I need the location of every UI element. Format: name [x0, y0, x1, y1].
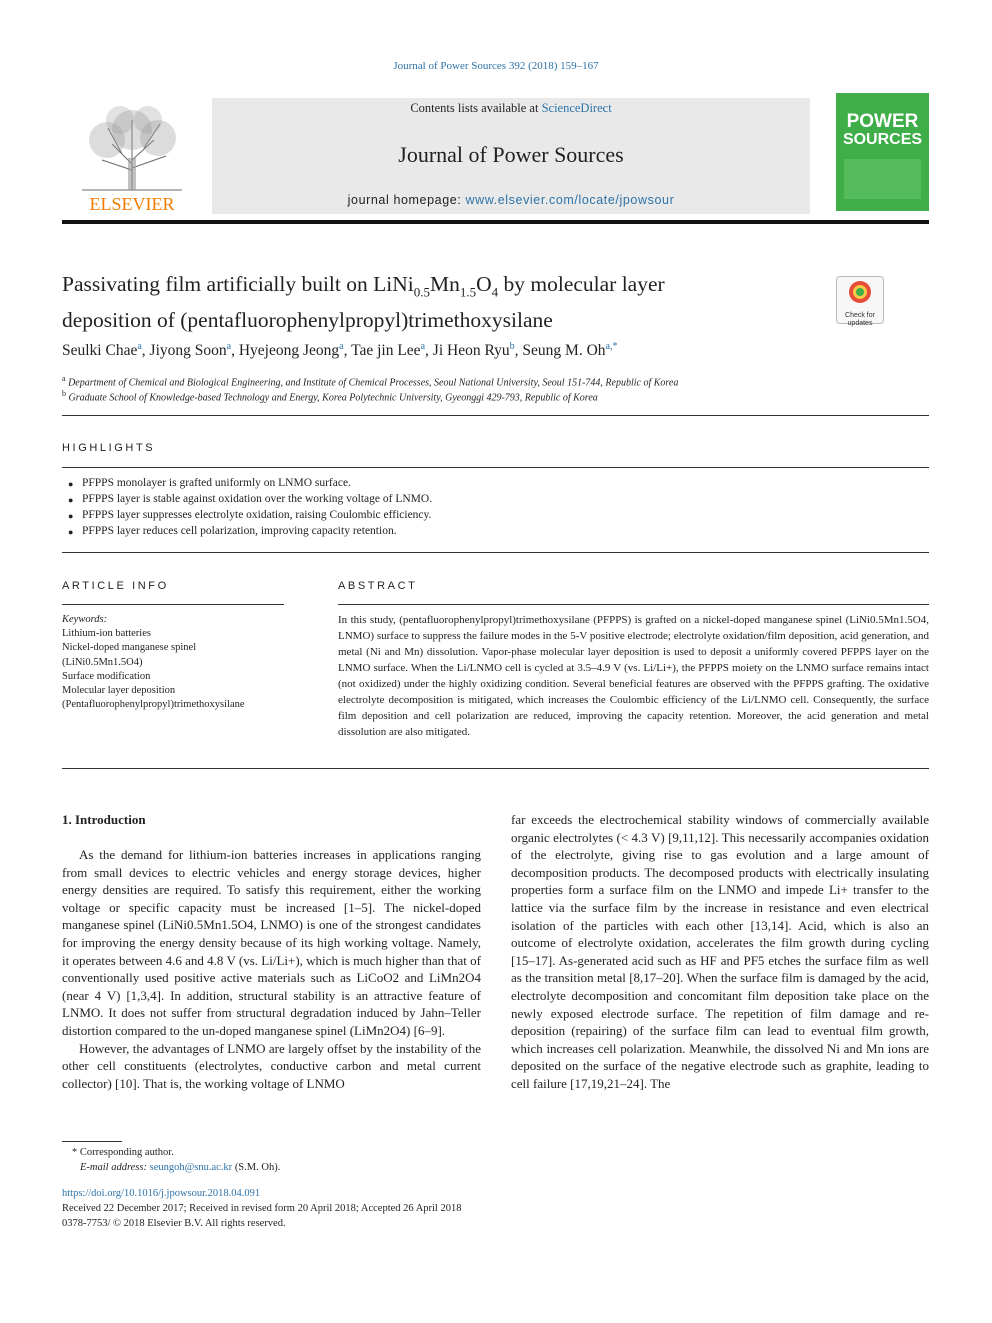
author[interactable]: Seulki Chae$^a$ [62, 341, 142, 360]
paragraph: However, the advantages of LNMO are largely offset by the instability of the other cell constituents (electrolytes, conductive carbon and metal current collector) [10]. That is, the working voltage of LNMO [62, 1040, 481, 1091]
doi-link[interactable]: https://doi.org/10.1016/j.jpowsour.2018.04.091 [62, 1188, 261, 1199]
author[interactable]: Seung M. $Oh^{a,*}$ [522, 341, 618, 360]
keywords-label: Keywords: [62, 614, 108, 625]
keyword: Surface modification [62, 671, 151, 682]
cover-title-line1: POWER [846, 111, 919, 132]
author[interactable]: Tae jin Lee$^a$ [351, 341, 426, 360]
homepage-prefix: journal homepage: [347, 193, 466, 207]
paragraph: As the demand for lithium-ion batteries increases in applications ranging from small devices to electric vehicles and energy storage devices, higher energy densities are required. To satisfy this requirement, either the working voltage or specific capacity must be increased [1–5]. The nickel-doped manganese spinel (LiNi0.5Mn1.5O4, LNMO) is one of the strongest candidates for improving the energy density because of its high working voltage. Namely, it operates between 4.6 and 4.8 V (vs. Li/Li+), which is much higher than that of conventionally used positive active materials such as LiCoO2 and LiMn2O4 (near 4 V) [1,3,4]. In addition, structural stability is an attractive feature of LNMO. It does not suffer from structural degradation induced by Jahn–Teller distortion compared to the un-doped manganese spinel (LiMn2O4) [6–9]. [62, 847, 481, 1038]
elsevier-wordmark: ELSEVIER [89, 194, 175, 214]
author[interactable]: Jiyong Soon$^a$ [149, 341, 232, 360]
crossmark-icon [837, 277, 883, 307]
title-text: by molecular layer [498, 272, 665, 296]
title-text: Mn [429, 272, 460, 296]
title-sub: 1.5 [459, 284, 477, 300]
divider [338, 604, 929, 605]
paragraph: far exceeds the electrochemical stability windows of commercially available organic electrolytes (< 4.3 V) [9,11,12]. This necessarily accompanies oxidation of the electrolyte, giving rise to gas evolution and a large amount of decomposition products. The decomposed products with electrically insulating properties form a surface film on the LNMO and impede Li+ transfer to the lattice via the surface film by the increase in resistance and even electrical isolation of the particles with each other [13,14]. Acid, which is also an outcome of electrolyte oxidation, accelerates the film growth during cycling [15–17]. As-generated acid such as HF and PF5 etches the surface film as well as the transition metal [8,17–20]. When the surface film is damaged by the acid, electrolyte decomposition and concomitant film deposition take place on the newly exposed electrode surface. The repetition of film damage and re-deposition (repairing) of the surface film can lead to eventual film growth, which increases cell polarization. Meanwhile, the dissolved Ni and Mn ions are deposited on the surface of the negative electrode such as graphite, leading to cell failure [17,19,21–24]. The [511, 812, 929, 1091]
article-info-heading: ARTICLE INFO [62, 580, 169, 592]
keyword: Molecular layer deposition [62, 685, 176, 696]
footnote-rule [62, 1141, 122, 1142]
keyword: (LiNi0.5Mn1.5O4) [62, 657, 143, 668]
highlight-item: ● PFPPS layer is stable against oxidation over the working voltage of LNMO. [70, 493, 432, 505]
highlight-item: ● PFPPS layer reduces cell polarization, improving capacity retention. [70, 525, 397, 537]
title-text: O [476, 272, 492, 296]
affiliation: $^a$ Department of Chemical and Biological Engineering, and Institute of Chemical Processes, Seoul National University, Seoul 151-744, Republic of Korea [62, 374, 679, 389]
homepage-line [212, 193, 810, 207]
email-link[interactable]: seungoh@snu.ac.kr [149, 1162, 233, 1173]
corresponding-author-note: * Corresponding author. [72, 1147, 174, 1158]
keyword: Lithium-ion batteries [62, 628, 151, 639]
journal-title: Journal of Power Sources [398, 142, 624, 167]
copyright: 0378-7753/ © 2018 Elsevier B.V. All rights reserved. [62, 1218, 286, 1229]
title-sub: 0.5 [413, 284, 430, 300]
author[interactable]: Hyejeong Jeong$^a$ [238, 341, 344, 360]
check-for-updates-button[interactable] [836, 276, 884, 327]
highlights-heading: HIGHLIGHTS [62, 442, 156, 454]
intro-left-column [62, 846, 481, 1092]
section-heading-introduction: 1. Introduction [62, 812, 146, 827]
journal-citation[interactable]: Journal of Power Sources 392 (2018) 159–167 [393, 60, 599, 72]
title-text: Passivating film artificially built on LiNi [62, 272, 414, 296]
affiliation: $^b$ Graduate School of Knowledge-based Technology and Energy, Korea Polytechnic University, Gyeonggi 429-793, Republic of Korea [62, 389, 598, 404]
divider [62, 768, 929, 769]
received-dates: Received 22 December 2017; Received in revised form 20 April 2018; Accepted 26 April 2018 [62, 1203, 462, 1214]
author[interactable]: Ji Heon Ryu$^b$ [432, 341, 515, 360]
highlight-item: ● PFPPS layer suppresses electrolyte oxidation, raising Coulombic efficiency. [70, 509, 431, 521]
divider [62, 415, 929, 416]
keyword: Nickel-doped manganese spinel [62, 642, 197, 653]
homepage-link[interactable]: www.elsevier.com/locate/jpowsour [465, 193, 675, 207]
journal-cover-thumbnail[interactable] [836, 93, 929, 211]
abstract-text: In this study, (pentafluorophenylpropyl)trimethoxysilane (PFPPS) is grafted on a nickel-doped manganese spinel (LiNi0.5Mn1.5O4, LNMO) surface to suppress the failure modes in the 5-V positive electrode; electrolyte oxidation/film deposition, acid generation, and metal (Ni and Mn) dissolution. Vapor-phase molecular layer deposition is used to deposit a uniformly covered PFPPS layer on the LNMO surface. When the Li/LNMO cell is cycled at 3.5–4.9 V (vs. Li/Li+), the PFPPS moiety on the LNMO surface remains intact (not oxidized) under the highly oxidizing condition. Several beneficial features are observed with the PFPPS grafting. The oxidative electrolyte decomposition is mitigated, which increases the Coulombic efficiency of the Li/LNMO cell. Consequently, the surface film deposition and cell polarization are reduced, improving the capacity retention. Moreover, the acid generation and metal dissolution are also mitigated. [338, 614, 929, 738]
contents-line [212, 101, 810, 116]
divider [62, 604, 284, 605]
paper-title [62, 270, 822, 335]
contents-prefix: Contents lists available at [410, 101, 542, 115]
title-line2: deposition of (pentafluorophenylpropyl)trimethoxysilane [62, 308, 553, 333]
author-list: Seulki Chae$^a$, Jiyong Soon$^a$, Hyejeong Jeong$^a$, Tae jin Lee$^a$, Ji Heon Ryu$^b$, Seung M. $Oh^{a,*}$ [62, 341, 618, 360]
intro-right-column [511, 811, 929, 1093]
cover-title-line2: SOURCES [842, 131, 923, 148]
email-line: E-mail address: seungoh@snu.ac.kr (S.M. Oh). [80, 1162, 281, 1173]
crossmark-label: Check for updates [845, 312, 875, 327]
elsevier-logo [62, 98, 202, 214]
title-sub: 4 [491, 284, 499, 300]
divider [62, 552, 929, 553]
abstract-heading: ABSTRACT [338, 580, 418, 592]
cover-graphic [844, 159, 921, 199]
divider [62, 467, 929, 468]
header-rule [62, 220, 929, 224]
highlight-item: ● PFPPS monolayer is grafted uniformly on LNMO surface. [70, 477, 351, 489]
keyword: (Pentafluorophenylpropyl)trimethoxysilane [62, 699, 245, 710]
sciencedirect-link[interactable]: ScienceDirect [541, 101, 612, 115]
